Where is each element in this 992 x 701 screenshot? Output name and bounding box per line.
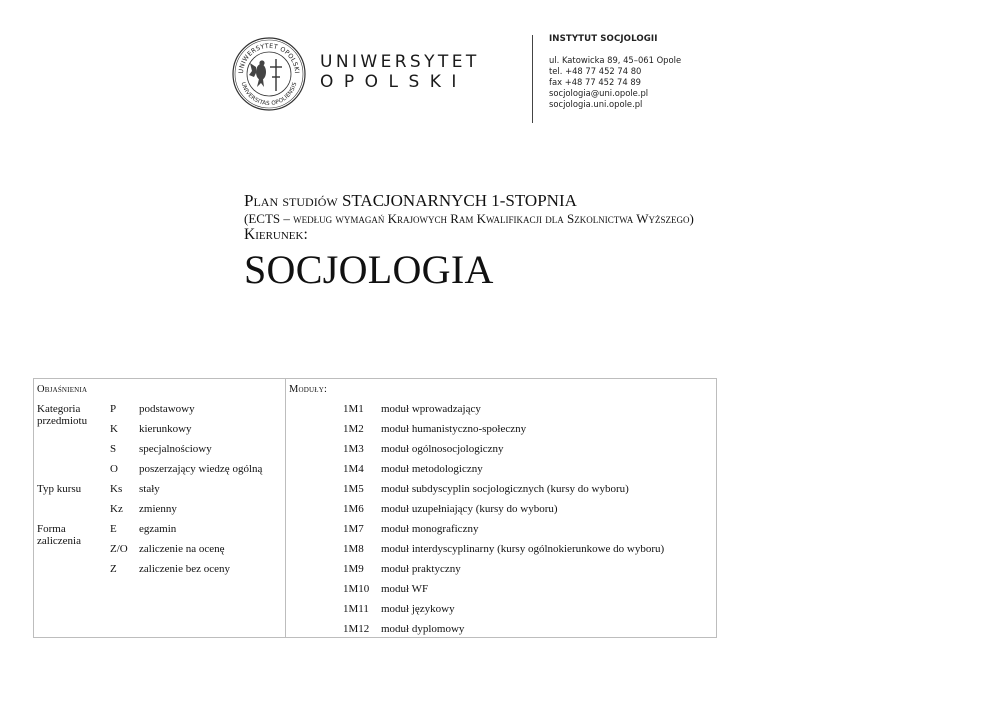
svg-text:UNIWERSYTET OPOLSKI: UNIWERSYTET OPOLSKI [237,42,301,74]
field-name: SOCJOLOGIA [244,247,494,292]
institute-tel: tel. +48 77 452 74 80 [549,66,642,76]
legend-group-label: Kategoria przedmiotu [37,403,88,427]
legend-table [33,378,717,638]
university-name-line1: UNIWERSYTET [320,52,480,72]
legend-group-label: Typ kursu [37,483,82,495]
institute-fax: fax +48 77 452 74 89 [549,77,641,87]
legend-heading: Objaśnienia [37,384,88,395]
modules-column: Moduły: 1M1 moduł wprowadzający 1M2 moduł humanistyczno-społeczny 1M3 moduł ogólnosocjologiczny 1M4 moduł metodologiczny 1M5 moduł subdyscyplin socjologicznych (kursy do wyboru) 1M6 moduł uzupełniający (kursy do wyboru) 1M7 moduł monograficzny 1M8 moduł interdyscyplinarny (kursy ogólnokierunkowe do wyboru) 1M9 moduł praktyczny 1M10 moduł WF 1M11 moduł językowy 1M12 moduł dyplomowy [289,384,665,635]
institute-contact [549,34,681,110]
institute-address: ul. Katowicka 89, 45–061 Opole [549,55,682,65]
university-name-line2: OPOLSKI [320,72,467,92]
university-seal-logo [232,37,306,111]
header-divider [532,35,533,123]
legend-group-label: Forma zaliczenia [37,523,81,547]
svg-text:UNIVERSITAS OPOLIENSIS: UNIVERSITAS OPOLIENSIS [239,81,299,108]
plan-title: Plan studiów STACJONARNYCH 1-STOPNIA [244,191,577,210]
legend-column: Objaśnienia Kategoria przedmiotu P podstawowy K kierunkowy S specjalnościowy O poszerzający wiedzę ogólną Typ kursu Ks stały Kz zmienny Forma zaliczenia E egzamin Z/O zaliczenie na ocenę Z zaliczenie bez oceny [34,379,286,637]
university-name [320,52,480,92]
field-label: Kierunek: [244,226,308,243]
plan-subtitle: (ECTS – według wymagań Krajowych Ram Kwalifikacji dla Szkolnictwa Wyższego) [244,211,694,226]
institute-web: socjologia.uni.opole.pl [549,99,643,109]
plan-title-block [244,191,694,292]
modules-heading: Moduły: [289,384,328,395]
institute-email: socjologia@uni.opole.pl [549,88,649,98]
institute-title: INSTYTUT SOCJOLOGII [549,34,658,44]
